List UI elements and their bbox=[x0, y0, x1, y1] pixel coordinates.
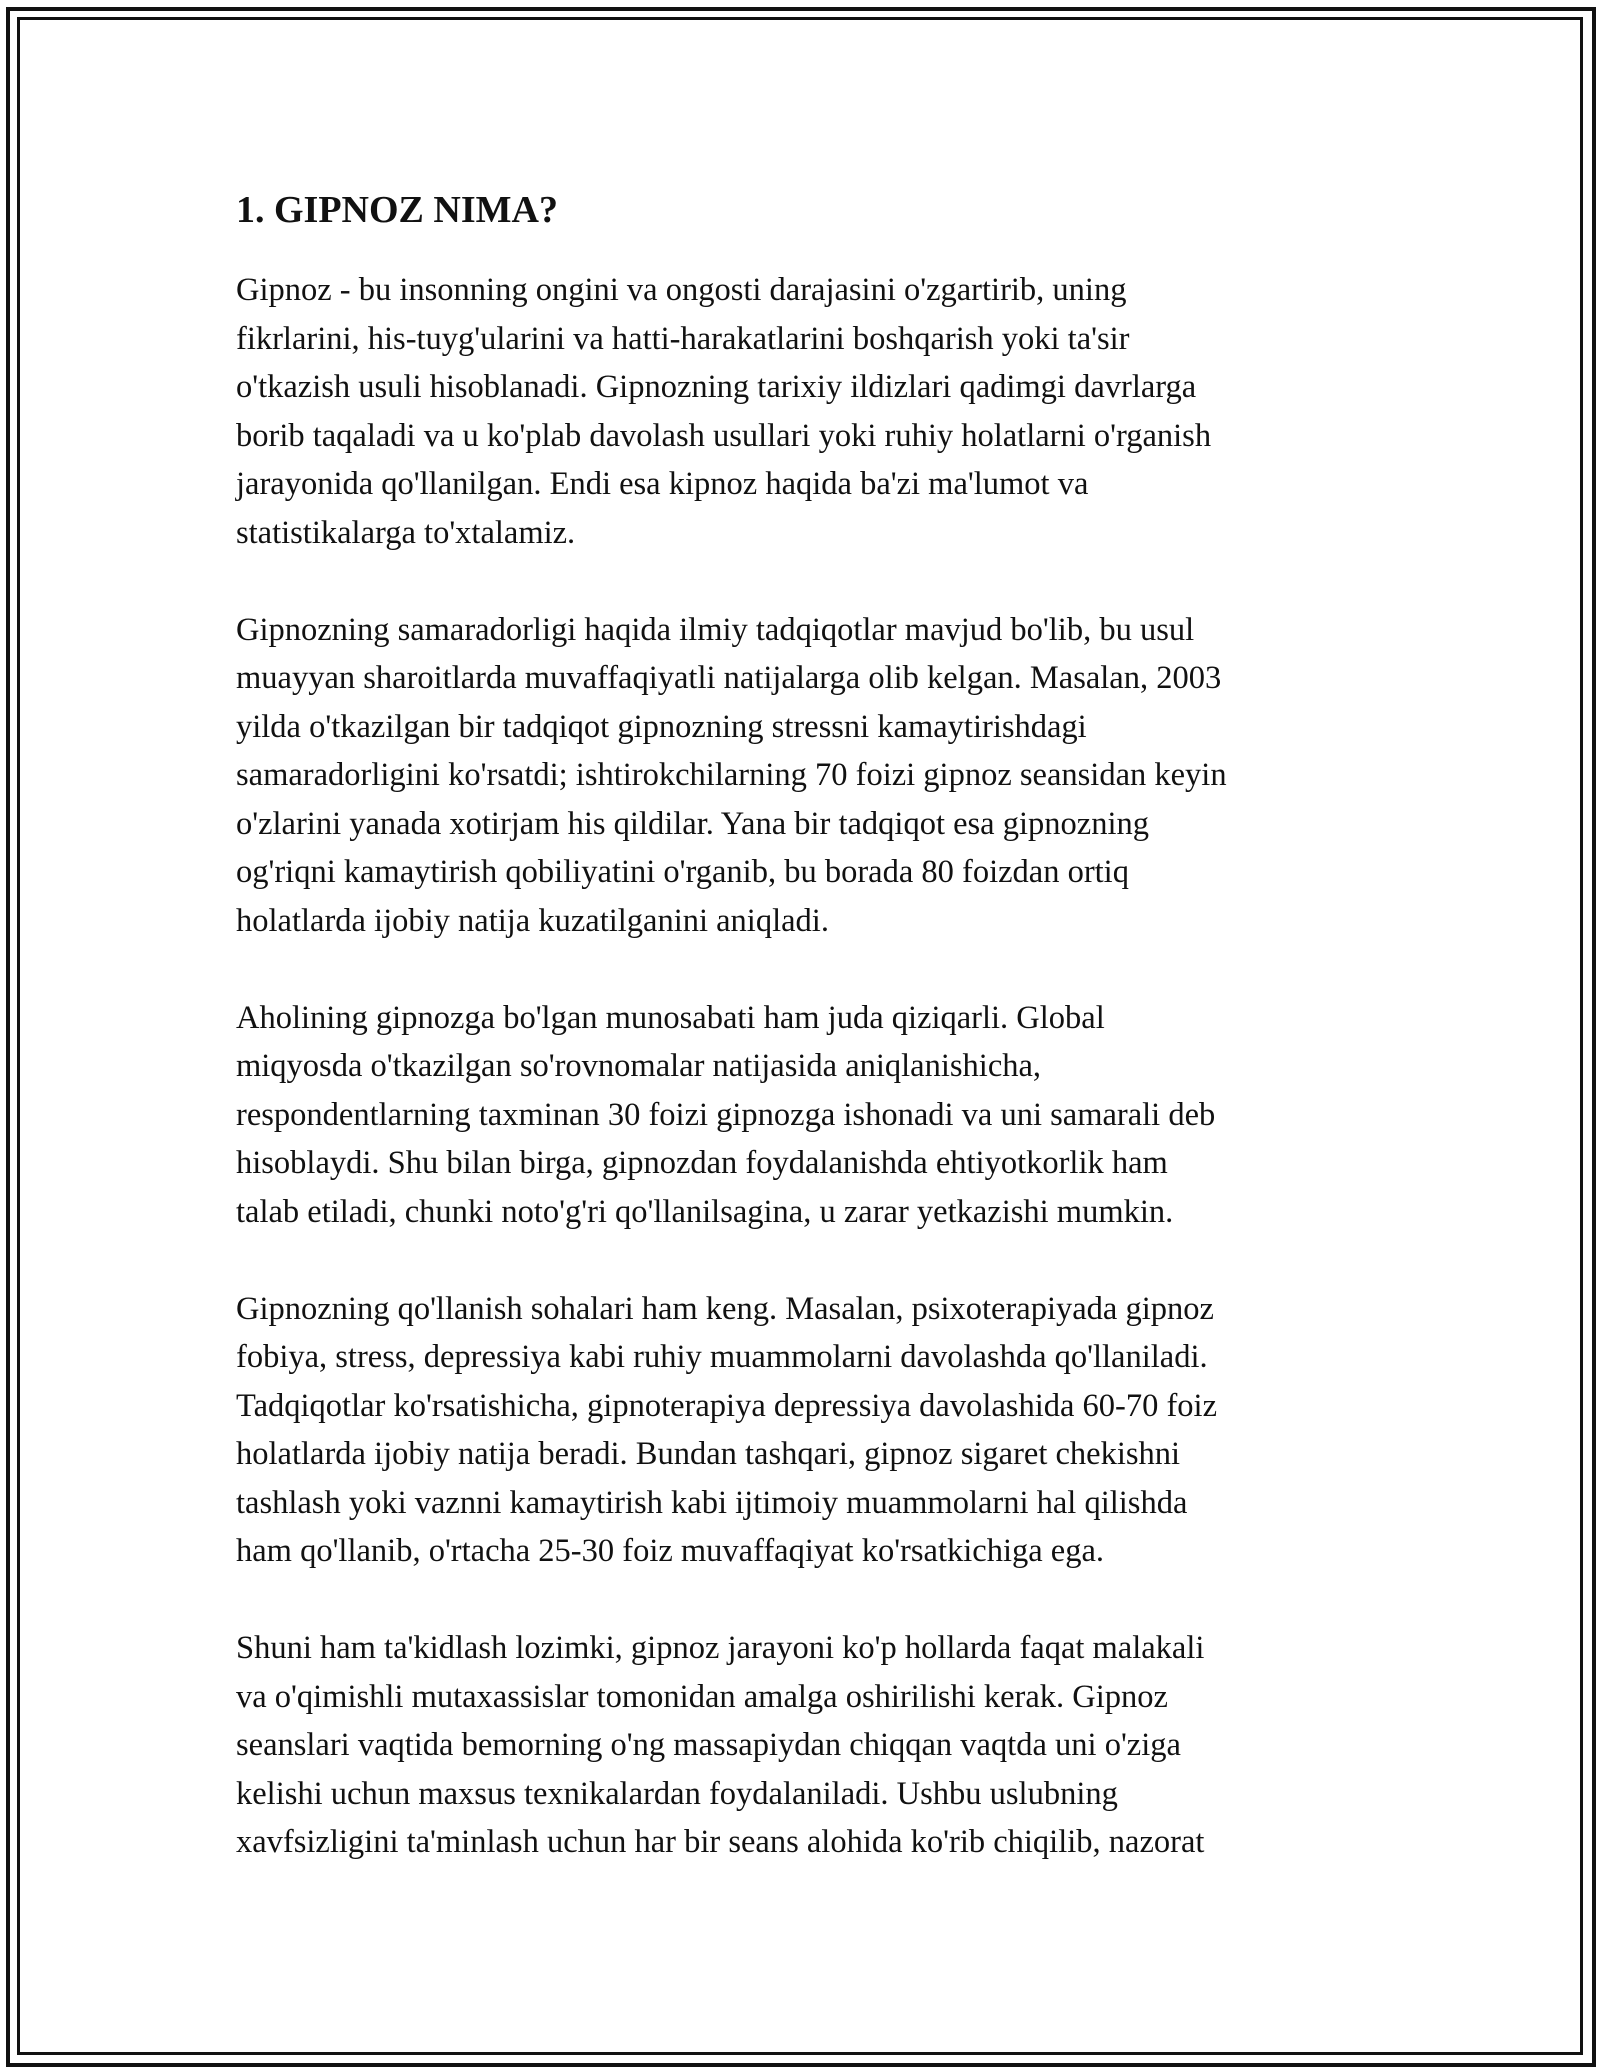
text-line: xavfsizligini ta'minlash uchun har bir seans alohida ko'rib chiqilib, nazorat bbox=[236, 1824, 1205, 1860]
text-line: miqyosda o'tkazilgan so'rovnomalar natijasida aniqlanishicha, bbox=[236, 1048, 1042, 1084]
text-line: hisoblaydi. Shu bilan birga, gipnozdan foydalanishda ehtiyotkorlik ham bbox=[236, 1145, 1168, 1181]
text-line: o'tkazish usuli hisoblanadi. Gipnozning tarixiy ildizlari qadimgi davrlarga bbox=[236, 369, 1197, 405]
text-line: Shuni ham ta'kidlash lozimki, gipnoz jarayoni ko'p hollarda faqat malakali bbox=[236, 1630, 1205, 1666]
text-line: va o'qimishli mutaxassislar tomonidan amalga oshirilishi kerak. Gipnoz bbox=[236, 1678, 1168, 1715]
text-line: holatlarda ijobiy natija kuzatilganini aniqladi. bbox=[236, 902, 829, 939]
text-line: Gipnozning qo'llanish sohalari ham keng. Masalan, psixoterapiyada gipnoz bbox=[236, 1290, 1214, 1327]
paragraph-applications bbox=[236, 1285, 1366, 1576]
text-line: og'riqni kamaytirish qobiliyatini o'rganib, bu borada 80 foizdan ortiq bbox=[236, 854, 1129, 890]
text-line: ham qo'llanib, o'rtacha 25-30 foiz muvaffaqiyat ko'rsatkichiga ega. bbox=[236, 1533, 1104, 1569]
text-line: holatlarda ijobiy natija beradi. Bundan tashqari, gipnoz sigaret chekishni bbox=[236, 1436, 1181, 1472]
text-line: jarayonida qo'llanilgan. Endi esa kipnoz haqida ba'zi ma'lumot va bbox=[236, 466, 1089, 502]
text-line: seanslari vaqtida bemorning o'ng massapiydan chiqqan vaqtda uni o'ziga bbox=[236, 1727, 1181, 1763]
text-line: statistikalarga to'xtalamiz. bbox=[236, 514, 576, 551]
text-line: talab etiladi, chunki noto'g'ri qo'llanilsagina, u zarar yetkazishi mumkin. bbox=[236, 1193, 1174, 1230]
paragraph-effectiveness bbox=[236, 606, 1366, 946]
text-line: o'zlarini yanada xotirjam his qildilar. Yana bir tadqiqot esa gipnozning bbox=[236, 805, 1149, 842]
text-line: tashlash yoki vaznni kamaytirish kabi ijtimoiy muammolarni hal qilishda bbox=[236, 1484, 1188, 1521]
text-line: Aholining gipnozga bo'lgan munosabati ham juda qiziqarli. Global bbox=[236, 999, 1105, 1036]
text-line: samaradorligini ko'rsatdi; ishtirokchilarning 70 foizi gipnoz seansidan keyin bbox=[236, 757, 1227, 793]
text-line: muayyan sharoitlarda muvaffaqiyatli natijalarga olib kelgan. Masalan, 2003 bbox=[236, 660, 1222, 696]
text-line: fikrlarini, his-tuyg'ularini va hatti-harakatlarini boshqarish yoki ta'sir bbox=[236, 320, 1130, 357]
text-line: Gipnozning samaradorligi haqida ilmiy tadqiqotlar mavjud bo'lib, bu usul bbox=[236, 611, 1195, 648]
text-line: fobiya, stress, depressiya kabi ruhiy muammolarni davolashda qo'llaniladi. bbox=[236, 1339, 1208, 1375]
paragraph-public-attitude bbox=[236, 994, 1366, 1237]
text-line: yilda o'tkazilgan bir tadqiqot gipnozning stressni kamaytirishdagi bbox=[236, 708, 1087, 745]
paragraph-safety bbox=[236, 1624, 1366, 1867]
text-line: kelishi uchun maxsus texnikalardan foydalaniladi. Ushbu uslubning bbox=[236, 1775, 1118, 1812]
text-line: borib taqaladi va u ko'plab davolash usullari yoki ruhiy holatlarni o'rganish bbox=[236, 417, 1212, 454]
section-title: 1. GIPNOZ NIMA? bbox=[236, 189, 558, 231]
text-line: respondentlarning taxminan 30 foizi gipnozga ishonadi va uni samarali deb bbox=[236, 1096, 1216, 1133]
text-line: Tadqiqotlar ko'rsatishicha, gipnoterapiya depressiya davolashida 60-70 foiz bbox=[236, 1387, 1217, 1424]
paragraph-intro bbox=[236, 266, 1366, 557]
document-body bbox=[236, 186, 1366, 1915]
text-line: Gipnoz - bu insonning ongini va ongosti darajasini o'zgartirib, uning bbox=[236, 272, 1127, 308]
